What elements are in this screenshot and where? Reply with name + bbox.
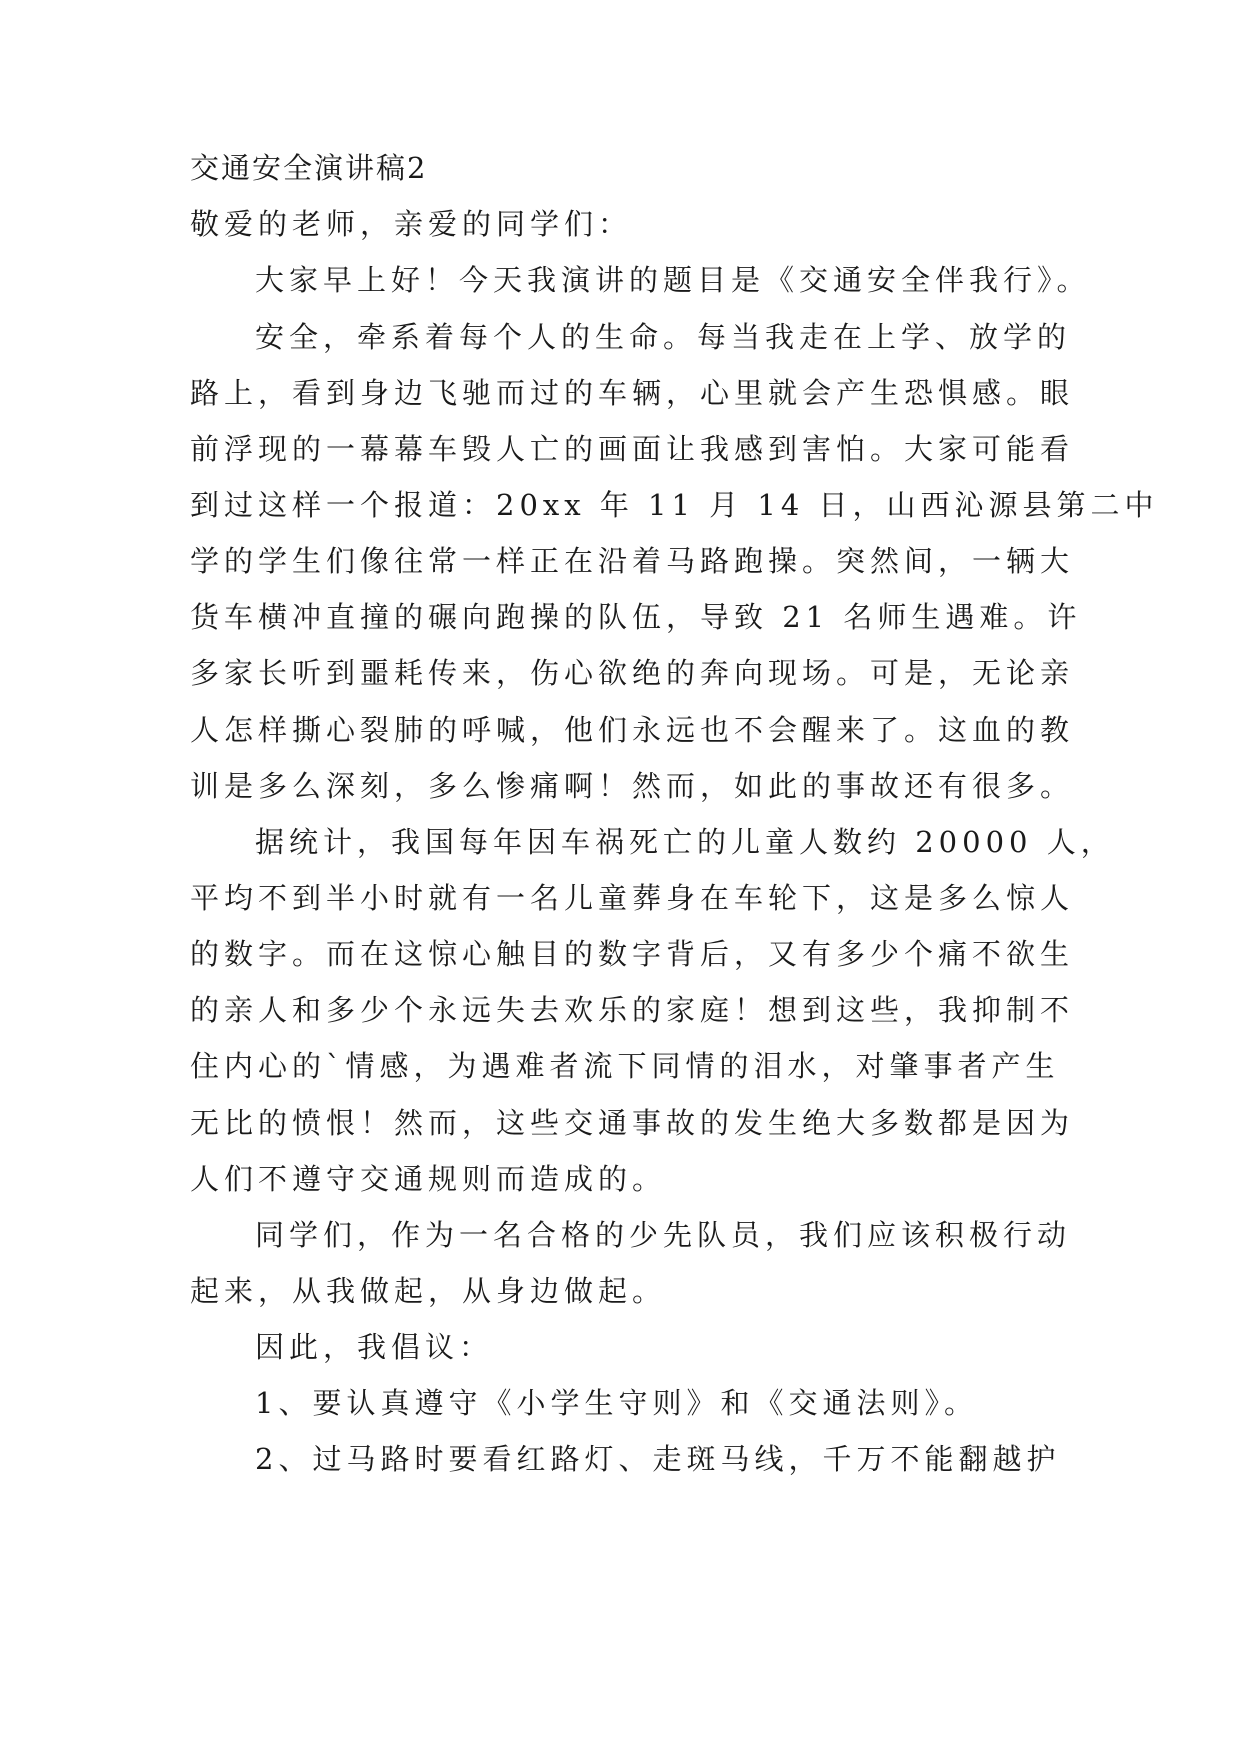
paragraph-line: 无比的愤恨！然而，这些交通事故的发生绝大多数都是因为 (190, 1106, 1075, 1140)
paragraph-line: 多家长听到噩耗传来，伤心欲绝的奔向现场。可是，无论亲 (190, 656, 1075, 690)
paragraph-line: 货车横冲直撞的碾向跑操的队伍，导致 21 名师生遇难。许 (190, 600, 1082, 634)
paragraph-line: 安全，牵系着每个人的生命。每当我走在上学、放学的 (255, 320, 1072, 354)
document-title: 交通安全演讲稿2 (190, 151, 428, 185)
paragraph-line: 人们不遵守交通规则而造成的。 (190, 1162, 667, 1196)
paragraph-line: 训是多么深刻，多么惨痛啊！然而，如此的事故还有很多。 (190, 769, 1075, 803)
paragraph-line: 大家早上好！今天我演讲的题目是《交通安全伴我行》。 (255, 263, 1091, 297)
paragraph-line: 住内心的`情感，为遇难者流下同情的泪水，对肇事者产生 (190, 1049, 1060, 1083)
paragraph-line: 因此，我倡议： (255, 1330, 494, 1364)
paragraph-line: 到过这样一个报道：20xx 年 11 月 14 日，山西沁源县第二中 (190, 488, 1159, 522)
paragraph-line: 的亲人和多少个永远失去欢乐的家庭！想到这些，我抑制不 (190, 993, 1075, 1027)
list-item: 2、过马路时要看红路灯、走斑马线，千万不能翻越护 (255, 1442, 1061, 1476)
paragraph-line: 人怎样撕心裂肺的呼喊，他们永远也不会醒来了。这血的教 (190, 713, 1075, 747)
paragraph-line: 据统计，我国每年因车祸死亡的儿童人数约 20000 人， (255, 825, 1115, 859)
list-item: 1、要认真遵守《小学生守则》和《交通法则》。 (255, 1386, 978, 1420)
paragraph-line: 学的学生们像往常一样正在沿着马路跑操。突然间，一辆大 (190, 544, 1075, 578)
paragraph-line: 起来，从我做起，从身边做起。 (190, 1274, 667, 1308)
paragraph-line: 同学们，作为一名合格的少先队员，我们应该积极行动 (255, 1218, 1072, 1252)
salutation: 敬爱的老师，亲爱的同学们： (190, 207, 633, 241)
paragraph-line: 路上，看到身边飞驰而过的车辆，心里就会产生恐惧感。眼 (190, 376, 1075, 410)
paragraph-line: 的数字。而在这惊心触目的数字背后，又有多少个痛不欲生 (190, 937, 1075, 971)
paragraph-line: 前浮现的一幕幕车毁人亡的画面让我感到害怕。大家可能看 (190, 432, 1075, 466)
paragraph-line: 平均不到半小时就有一名儿童葬身在车轮下，这是多么惊人 (190, 881, 1075, 915)
